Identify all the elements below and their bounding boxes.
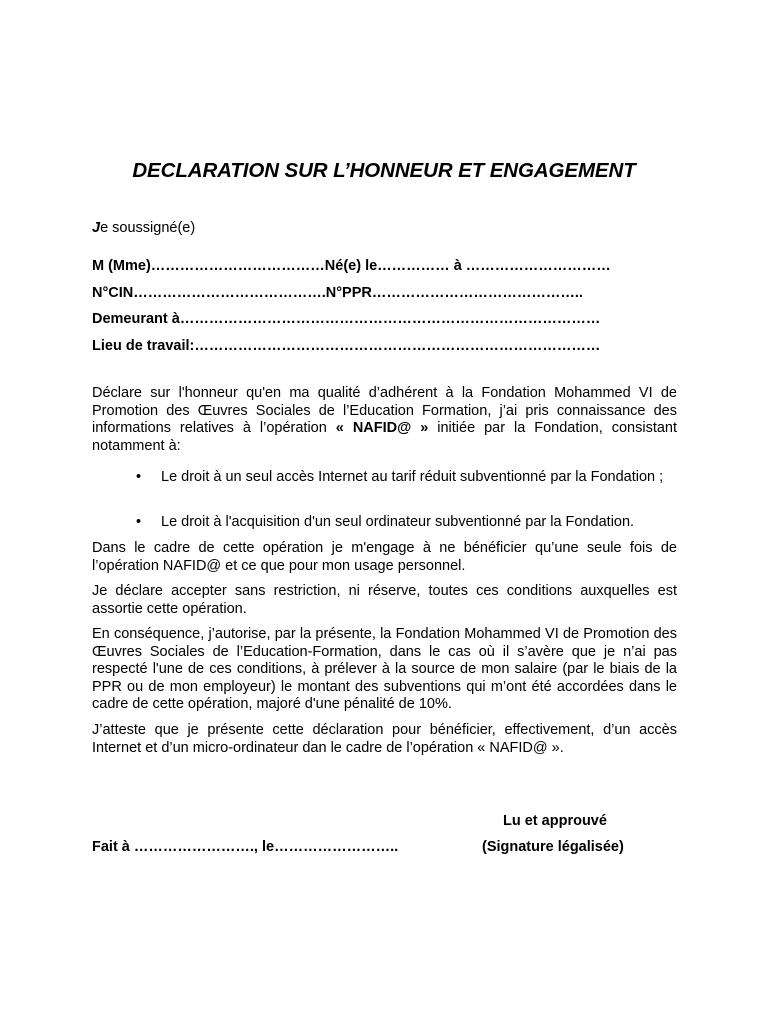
bullet-text: Le droit à l'acquisition d'un seul ordinateur subventionné par la Fondation. xyxy=(161,514,635,530)
intro-line xyxy=(92,220,195,236)
declaration-paragraph xyxy=(92,385,677,455)
declaration-text-after: initiée par la Fondation, consistant notamment à: xyxy=(92,420,678,454)
approved-label: Lu et approuvé xyxy=(503,813,607,829)
signature-label: (Signature légalisée) xyxy=(482,839,624,855)
field-name-birth: M (Mme)………………………………Né(e) le…………… à ………………………… xyxy=(92,258,611,274)
attestation-paragraph: J’atteste que je présente cette déclaration pour bénéficier, effectivement, d’un accès Internet et d’un micro-ordinateur dan le cadre de l’opération « NAFID@ ». xyxy=(92,722,677,756)
document-title: DECLARATION SUR L’HONNEUR ET ENGAGEMENT xyxy=(132,159,636,182)
bullet-text: Le droit à un seul accès Internet au tarif réduit subventionné par la Fondation ; xyxy=(161,469,664,485)
declaration-text-before: Déclare sur l'honneur qu'en ma qualité d’adhérent à la Fondation Mohammed VI de Promotion des Œuvres Sociales de l’Education Formation, j’ai pris connaissance des informations relatives à l’opération xyxy=(92,385,677,437)
place-date-line: Fait à ……………………., le…………………….. xyxy=(92,839,399,855)
field-address: Demeurant à…………………………………………………………………………… xyxy=(92,311,601,327)
intro-initial: J xyxy=(92,220,101,236)
nafid-highlight: « NAFID@ » xyxy=(335,420,429,437)
authorization-paragraph: En conséquence, j’autorise, par la présente, la Fondation Mohammed VI de Promotion des Œuvres Sociales de l’Education-Formation, dans le cas où il s’avère que je n’ai pas respecté l'une de ces conditions, à prélever à la source de mon salaire (par le biais de la PPR ou de mon employeur) le montant des subventions qui m’ont été accordées dans le cadre de cette opération, majoré d'une pénalité de 10%. xyxy=(92,626,677,713)
bullet-item xyxy=(92,514,677,532)
engagement-paragraph: Dans le cadre de cette opération je m'engage à ne bénéficier qu’une seule fois de l’opération NAFID@ et ce que pour mon usage personnel. xyxy=(92,540,677,574)
field-workplace: Lieu de travail:………………………………………………………………………… xyxy=(92,338,601,354)
field-cin-ppr: N°CIN………………………………….N°PPR…………………………………….. xyxy=(92,285,583,301)
intro-text: e soussigné(e) xyxy=(100,220,196,236)
bullet-item xyxy=(92,469,677,487)
bullet-icon: • xyxy=(136,469,142,485)
acceptance-paragraph: Je déclare accepter sans restriction, ni réserve, toutes ces conditions auxquelles est assortie cette opération. xyxy=(92,583,677,617)
bullet-icon: • xyxy=(136,514,142,530)
